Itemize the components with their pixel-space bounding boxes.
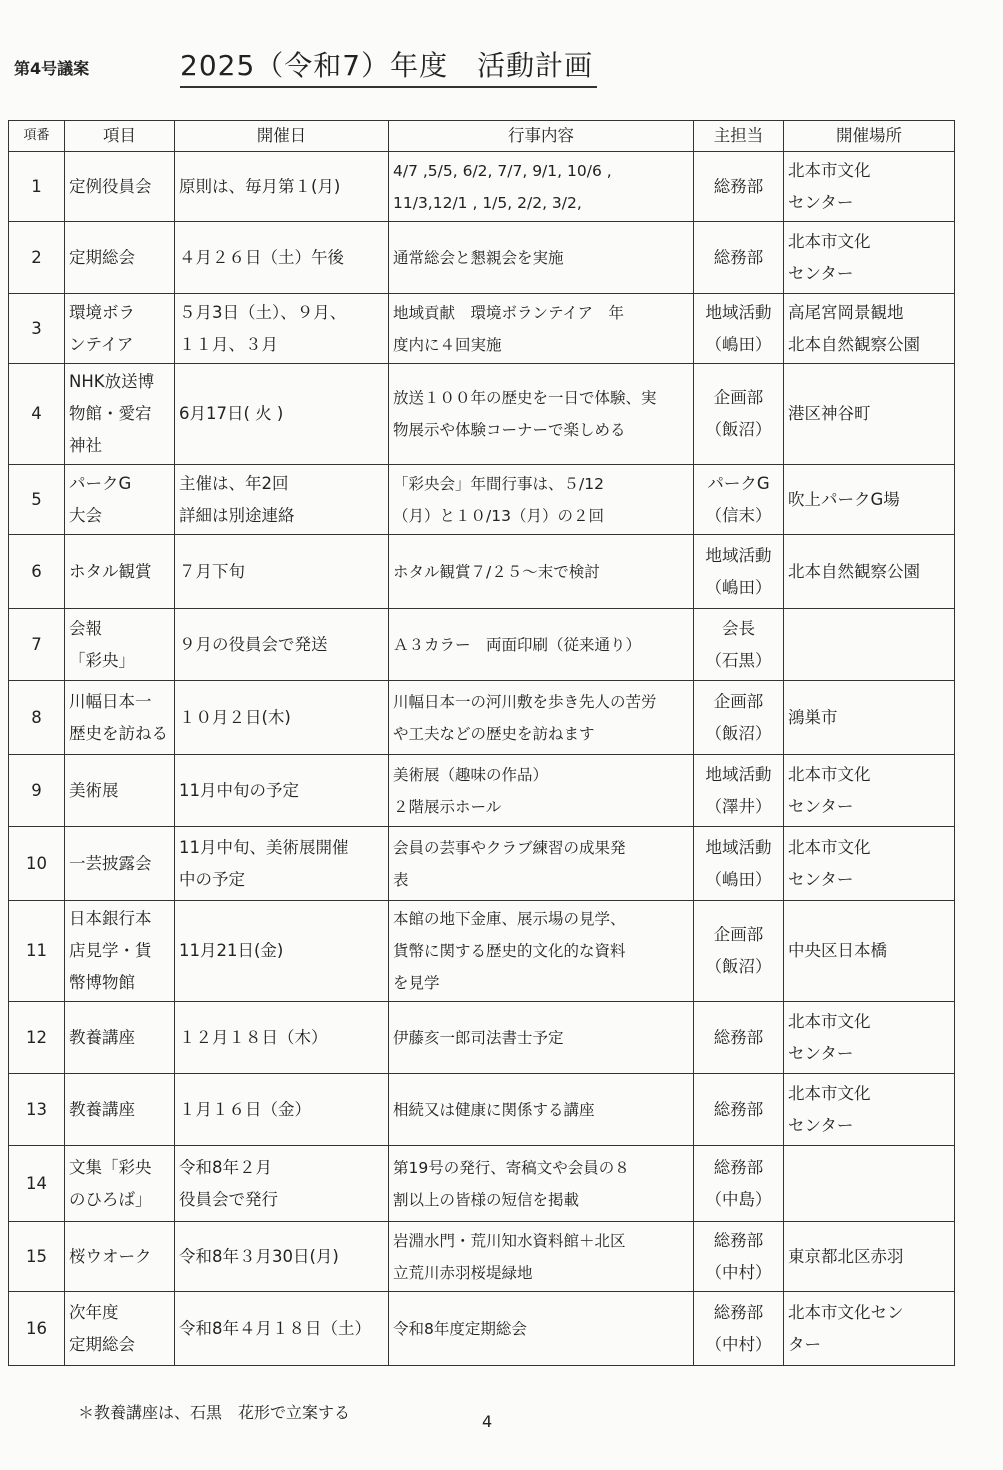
- cell-dept: 地域活動 （澤井）: [694, 755, 784, 827]
- cell-content: 相続又は健康に関係する講座: [389, 1074, 694, 1146]
- table-body: [9, 152, 955, 1366]
- cell-dept: 地域活動 （嶋田）: [694, 535, 784, 609]
- cell-content: 第19号の発行、寄稿文や会員の８ 割以上の皆様の短信を掲載: [389, 1146, 694, 1222]
- cell-place: 北本市文化 センター: [784, 827, 955, 901]
- cell-item: 会報 「彩央」: [65, 609, 175, 681]
- cell-content: 会員の芸事やクラブ練習の成果発 表: [389, 827, 694, 901]
- table-row: [9, 609, 955, 681]
- cell-dept: 地域活動 （嶋田）: [694, 827, 784, 901]
- cell-dept: 企画部 （飯沼）: [694, 901, 784, 1002]
- cell-number: 2: [9, 222, 65, 294]
- cell-number: 8: [9, 681, 65, 755]
- cell-content: 令和8年度定期総会: [389, 1292, 694, 1366]
- cell-date: 令和8年２月 役員会で発行: [175, 1146, 389, 1222]
- table-row: [9, 1292, 955, 1366]
- cell-number: 9: [9, 755, 65, 827]
- col-header-dept: 主担当: [694, 121, 784, 152]
- cell-number: 6: [9, 535, 65, 609]
- col-header-item: 項目: [65, 121, 175, 152]
- cell-content: 通常総会と懇親会を実施: [389, 222, 694, 294]
- table-row: [9, 755, 955, 827]
- col-header-place: 開催場所: [784, 121, 955, 152]
- cell-item: 桜ウオーク: [65, 1222, 175, 1292]
- cell-date: ９月の役員会で発送: [175, 609, 389, 681]
- table-row: [9, 152, 955, 222]
- cell-place: 北本市文化 センター: [784, 755, 955, 827]
- cell-place: 北本市文化セン ター: [784, 1292, 955, 1366]
- cell-dept: 会長 （石黒）: [694, 609, 784, 681]
- cell-place: 北本市文化 センター: [784, 1002, 955, 1074]
- table-row: [9, 294, 955, 364]
- cell-content: 美術展（趣味の作品） ２階展示ホール: [389, 755, 694, 827]
- cell-place: 東京都北区赤羽: [784, 1222, 955, 1292]
- cell-content: 川幅日本一の河川敷を歩き先人の苦労 や工夫などの歴史を訪ねます: [389, 681, 694, 755]
- cell-item: 文集「彩央 のひろば」: [65, 1146, 175, 1222]
- cell-item: 教養講座: [65, 1002, 175, 1074]
- cell-number: 15: [9, 1222, 65, 1292]
- table-header-row: [9, 121, 955, 152]
- cell-item: パークG 大会: [65, 465, 175, 535]
- cell-content: 4/7 ,5/5, 6/2, 7/7, 9/1, 10/6 , 11/3,12/1 , 1/5, 2/2, 3/2,: [389, 152, 694, 222]
- table-row: [9, 827, 955, 901]
- cell-place: 北本自然観察公園: [784, 535, 955, 609]
- cell-date: 11月21日(金): [175, 901, 389, 1002]
- col-header-date: 開催日: [175, 121, 389, 152]
- cell-item: 定期総会: [65, 222, 175, 294]
- cell-dept: 総務部: [694, 1074, 784, 1146]
- table-row: [9, 901, 955, 1002]
- cell-date: ７月下旬: [175, 535, 389, 609]
- document-title: 2025（令和7）年度 活動計画: [180, 44, 597, 88]
- cell-date: ５月3日（土）、９月、 １１月、３月: [175, 294, 389, 364]
- cell-number: 3: [9, 294, 65, 364]
- cell-place: 吹上パークG場: [784, 465, 955, 535]
- cell-number: 4: [9, 364, 65, 465]
- cell-content: 岩淵水門・荒川知水資料館＋北区 立荒川赤羽桜堤緑地: [389, 1222, 694, 1292]
- cell-number: 5: [9, 465, 65, 535]
- table-row: [9, 1222, 955, 1292]
- table-row: [9, 222, 955, 294]
- cell-item: 環境ボラ ンテイア: [65, 294, 175, 364]
- cell-item: ホタル観賞: [65, 535, 175, 609]
- cell-item: 日本銀行本 店見学・貨 幣博物館: [65, 901, 175, 1002]
- table-row: [9, 681, 955, 755]
- cell-place: 北本市文化 センター: [784, 152, 955, 222]
- footnote: ＊教養講座は、石黒 花形で立案する: [78, 1403, 351, 1422]
- cell-item: 川幅日本一 歴史を訪ねる: [65, 681, 175, 755]
- cell-date: １月１６日（金）: [175, 1074, 389, 1146]
- cell-number: 1: [9, 152, 65, 222]
- col-header-number: 項番: [9, 121, 65, 152]
- cell-number: 12: [9, 1002, 65, 1074]
- cell-number: 13: [9, 1074, 65, 1146]
- cell-dept: 総務部: [694, 152, 784, 222]
- cell-dept: 地域活動 （嶋田）: [694, 294, 784, 364]
- cell-dept: 企画部 （飯沼）: [694, 681, 784, 755]
- cell-content: ホタル観賞７/２５～末で検討: [389, 535, 694, 609]
- cell-place: [784, 609, 955, 681]
- cell-item: 教養講座: [65, 1074, 175, 1146]
- cell-dept: 総務部: [694, 1002, 784, 1074]
- cell-date: １２月１８日（木）: [175, 1002, 389, 1074]
- activity-plan-table: [8, 120, 955, 1366]
- cell-date: 原則は、毎月第１(月): [175, 152, 389, 222]
- cell-content: 地域貢献 環境ボランテイア 年 度内に４回実施: [389, 294, 694, 364]
- cell-content: Ａ３カラー 両面印刷（従来通り）: [389, 609, 694, 681]
- cell-date: 11月中旬の予定: [175, 755, 389, 827]
- cell-place: 北本市文化 センター: [784, 222, 955, 294]
- cell-number: 16: [9, 1292, 65, 1366]
- cell-dept: パークG （信末）: [694, 465, 784, 535]
- table-row: [9, 465, 955, 535]
- cell-place: 中央区日本橋: [784, 901, 955, 1002]
- cell-dept: 総務部 （中村）: [694, 1292, 784, 1366]
- cell-item: 美術展: [65, 755, 175, 827]
- cell-number: 11: [9, 901, 65, 1002]
- cell-content: 「彩央会」年間行事は、５/12 （月）と１０/13（月）の２回: [389, 465, 694, 535]
- table-row: [9, 535, 955, 609]
- cell-place: 北本市文化 センター: [784, 1074, 955, 1146]
- cell-dept: 総務部 （中村）: [694, 1222, 784, 1292]
- cell-dept: 企画部 （飯沼）: [694, 364, 784, 465]
- table-row: [9, 364, 955, 465]
- page-number: 4: [482, 1412, 493, 1431]
- cell-place: 港区神谷町: [784, 364, 955, 465]
- cell-content: 伊藤亥一郎司法書士予定: [389, 1002, 694, 1074]
- cell-dept: 総務部 （中島）: [694, 1146, 784, 1222]
- table-row: [9, 1002, 955, 1074]
- cell-place: 高尾宮岡景観地 北本自然観察公園: [784, 294, 955, 364]
- cell-content: 本館の地下金庫、展示場の見学、 貨幣に関する歴史的文化的な資料 を見学: [389, 901, 694, 1002]
- table-row: [9, 1074, 955, 1146]
- cell-date: １０月２日(木): [175, 681, 389, 755]
- table-row: [9, 1146, 955, 1222]
- cell-date: 令和8年３月30日(月): [175, 1222, 389, 1292]
- cell-dept: 総務部: [694, 222, 784, 294]
- cell-number: 7: [9, 609, 65, 681]
- cell-number: 10: [9, 827, 65, 901]
- col-header-content: 行事内容: [389, 121, 694, 152]
- cell-place: [784, 1146, 955, 1222]
- cell-date: 6月17日( 火 ): [175, 364, 389, 465]
- cell-item: NHK放送博 物館・愛宕 神社: [65, 364, 175, 465]
- cell-date: 令和8年４月１８日（土）: [175, 1292, 389, 1366]
- cell-item: 一芸披露会: [65, 827, 175, 901]
- cell-item: 定例役員会: [65, 152, 175, 222]
- cell-item: 次年度 定期総会: [65, 1292, 175, 1366]
- cell-date: ４月２６日（土）午後: [175, 222, 389, 294]
- agenda-label: 第4号議案: [14, 59, 90, 78]
- cell-content: 放送１００年の歴史を一日で体験、実 物展示や体験コーナーで楽しめる: [389, 364, 694, 465]
- cell-date: 11月中旬、美術展開催 中の予定: [175, 827, 389, 901]
- cell-date: 主催は、年2回 詳細は別途連絡: [175, 465, 389, 535]
- cell-number: 14: [9, 1146, 65, 1222]
- cell-place: 鴻巣市: [784, 681, 955, 755]
